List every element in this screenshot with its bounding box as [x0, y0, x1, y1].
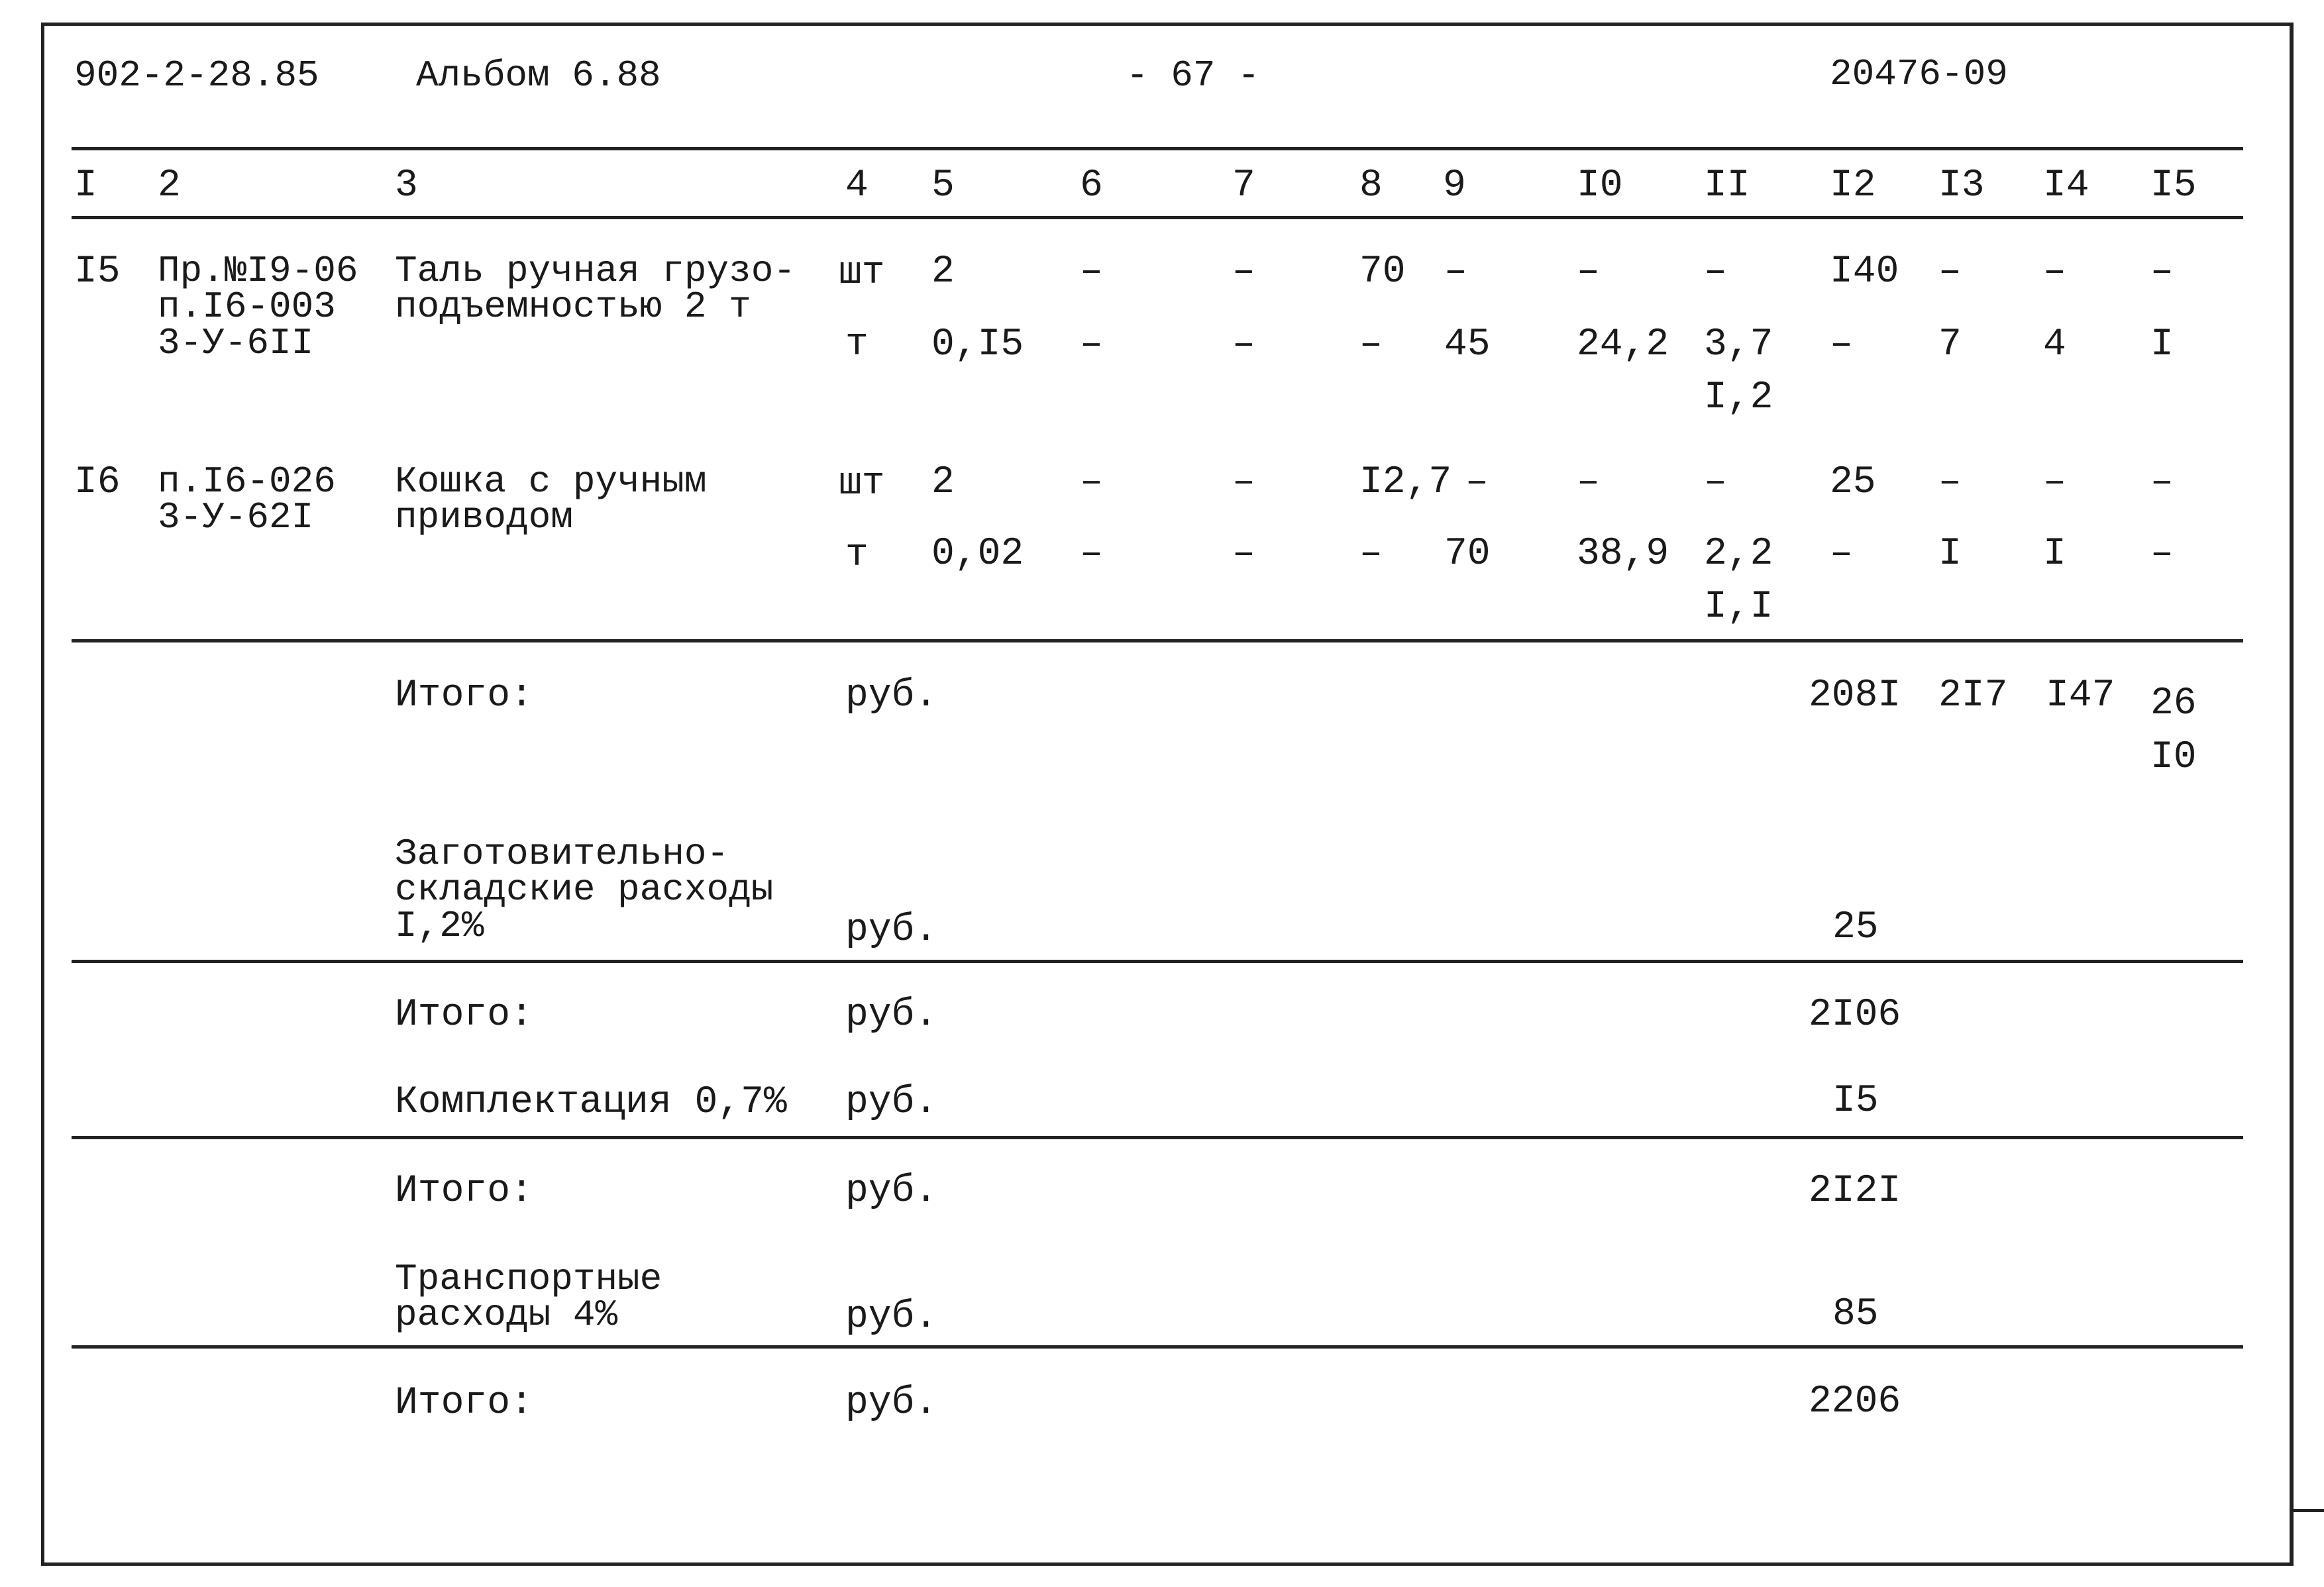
rule-2 — [72, 1136, 2243, 1139]
summary-value: 208I — [1809, 674, 1901, 717]
col-header: I0 — [1577, 164, 1623, 207]
cell: I40 — [1830, 250, 1899, 293]
cell: – — [1080, 250, 1103, 293]
cell: – — [1465, 461, 1489, 504]
unit: шт — [839, 252, 885, 295]
cell: I,I — [1704, 586, 1773, 629]
summary-label: Транспортные расходы 4% — [395, 1258, 662, 1337]
col-header: 3 — [395, 164, 418, 207]
cell: I,2 — [1704, 376, 1773, 419]
summary-value: 2I7 — [1938, 674, 2008, 717]
cell: – — [2150, 250, 2174, 293]
cell: – — [1232, 250, 1255, 293]
cell: – — [2043, 250, 2066, 293]
unit: т — [845, 323, 869, 366]
col-header: 7 — [1232, 164, 1255, 207]
doc-code: 902-2-28.85 — [74, 54, 319, 97]
summary-label: Заготовительно- складские расходы I,2% — [395, 833, 774, 947]
frame-corner-mark — [2292, 1509, 2324, 1512]
summary-label: Итого: — [395, 994, 533, 1037]
item-name: Таль ручная грузо- подъемностью 2 т — [395, 250, 796, 329]
summary-unit: руб. — [845, 1170, 938, 1213]
summary-label: Итого: — [395, 1382, 533, 1425]
summary-unit: руб. — [845, 909, 938, 952]
col-header: 4 — [845, 164, 869, 207]
cell: – — [2043, 461, 2066, 504]
cell: 0,02 — [931, 533, 1024, 576]
cell: 3,7 — [1704, 323, 1773, 366]
summary-unit: руб. — [845, 1081, 938, 1124]
col-header: I3 — [1938, 164, 1985, 207]
col-header: 6 — [1080, 164, 1103, 207]
cell: 70 — [1444, 533, 1491, 576]
cell: – — [1704, 461, 1727, 504]
summary-value: 25 — [1832, 906, 1879, 949]
col-header: II — [1704, 164, 1750, 207]
rule-items-bottom — [72, 639, 2243, 642]
cell: – — [1359, 323, 1383, 366]
summary-value: 2I06 — [1809, 994, 1901, 1037]
page-number: - 67 - — [1126, 54, 1260, 97]
cell: – — [1359, 533, 1383, 576]
col-header: I — [74, 164, 97, 207]
rule-top — [72, 147, 2243, 150]
cell: – — [1080, 323, 1103, 366]
rule-3 — [72, 1345, 2243, 1349]
cell: 2 — [931, 461, 955, 504]
cell: – — [1232, 461, 1255, 504]
cell: – — [1232, 533, 1255, 576]
col-header: I4 — [2043, 164, 2089, 207]
cell: 38,9 — [1577, 533, 1669, 576]
unit: шт — [839, 462, 885, 505]
summary-unit: руб. — [845, 1296, 938, 1339]
item-name: Кошка с ручным приводом — [395, 460, 707, 539]
cell: – — [1830, 533, 1853, 576]
cell: 4 — [2043, 323, 2066, 366]
item-number: I6 — [74, 461, 121, 504]
unit: т — [845, 534, 869, 577]
item-number: I5 — [74, 250, 121, 293]
doc-number: 20476-09 — [1830, 53, 2008, 95]
cell: 45 — [1444, 323, 1491, 366]
item-reference: Пр.№I9-06 п.I6-003 3-У-6II — [158, 250, 358, 364]
col-header: 8 — [1359, 164, 1383, 207]
summary-unit: руб. — [845, 994, 938, 1037]
summary-value: 2206 — [1809, 1380, 1901, 1423]
cell: – — [1080, 461, 1103, 504]
cell: I2,7 — [1359, 461, 1452, 504]
cell: 2 — [931, 250, 955, 293]
rule-1 — [72, 960, 2243, 963]
cell: – — [1080, 533, 1103, 576]
summary-value: 26 I0 — [2150, 682, 2197, 780]
cell: – — [2150, 533, 2174, 576]
col-header: 5 — [931, 164, 955, 207]
cell: – — [1938, 461, 1962, 504]
cell: – — [1577, 461, 1600, 504]
cell: I — [2043, 533, 2066, 576]
summary-unit: руб. — [845, 674, 938, 717]
item-reference: п.I6-026 3-У-62I — [158, 460, 336, 539]
col-header: 2 — [158, 164, 181, 207]
cell: – — [1444, 250, 1467, 293]
cell: – — [1232, 323, 1255, 366]
cell: – — [1577, 250, 1600, 293]
cell: 2,2 — [1704, 533, 1773, 576]
cell: 0,I5 — [931, 323, 1024, 366]
cell: I — [1938, 533, 1962, 576]
summary-label: Итого: — [395, 1170, 533, 1213]
summary-unit: руб. — [845, 1382, 938, 1425]
cell: – — [1830, 323, 1853, 366]
cell: – — [1938, 250, 1962, 293]
cell: – — [1704, 250, 1727, 293]
summary-label: Комплектация 0,7% — [395, 1081, 787, 1124]
cell: 7 — [1938, 323, 1962, 366]
summary-label: Итого: — [395, 674, 533, 717]
rule-header-bottom — [72, 216, 2243, 219]
summary-value: I5 — [1832, 1080, 1879, 1123]
album-label: Альбом 6.88 — [416, 54, 661, 97]
col-header: I5 — [2150, 164, 2197, 207]
summary-value: 85 — [1832, 1293, 1879, 1336]
cell: 70 — [1359, 250, 1406, 293]
col-header: 9 — [1443, 164, 1466, 207]
col-header: I2 — [1830, 164, 1876, 207]
cell: – — [2150, 461, 2174, 504]
summary-value: I47 — [2046, 674, 2115, 717]
cell: 25 — [1830, 461, 1876, 504]
cell: I — [2150, 323, 2174, 366]
summary-value: 2I2I — [1809, 1170, 1901, 1213]
cell: 24,2 — [1577, 323, 1669, 366]
